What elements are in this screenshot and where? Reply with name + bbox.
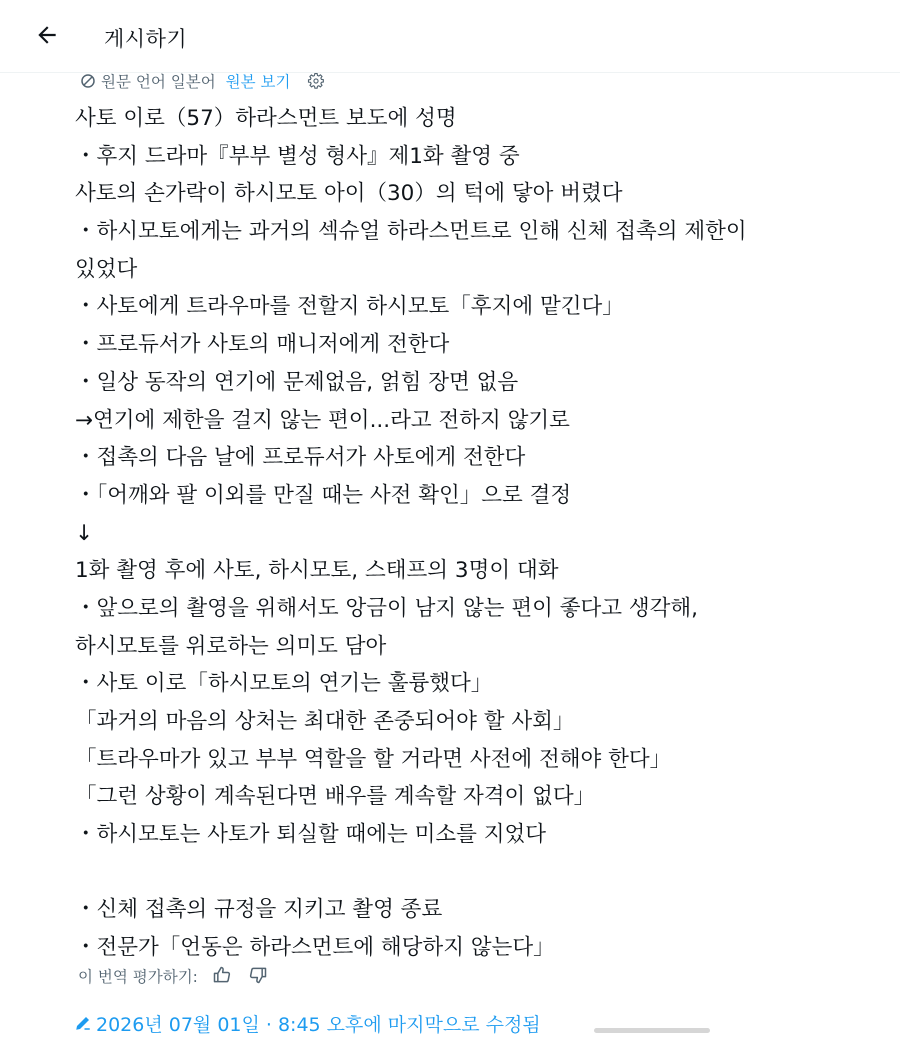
thumbs-down-icon[interactable] <box>248 965 270 987</box>
post-line: 1화 촬영 후에 사토, 하시모토, 스태프의 3명이 대화 <box>75 558 559 584</box>
translation-source-label: 원문 언어 일본어 <box>101 73 216 91</box>
post-line: →연기에 제한을 걸지 않는 편이...라고 전하지 않기로 <box>75 407 570 433</box>
arrow-left-icon <box>34 22 60 52</box>
post-line: ・일상 동작의 연기에 문제없음, 얽힘 장면 없음 <box>75 369 519 395</box>
post-line: ・하시모토는 사토가 퇴실할 때에는 미소를 지었다 <box>75 822 547 848</box>
post-line: 「트라우마가 있고 부부 역할을 할 거라면 사전에 전해야 한다」 <box>75 746 672 772</box>
post-line: ・「어깨와 팔 이외를 만질 때는 사전 확인」으로 결정 <box>75 482 572 508</box>
translate-icon <box>80 73 96 89</box>
gear-icon[interactable] <box>307 72 325 90</box>
post-line: ・앞으로의 촬영을 위해서도 앙금이 남지 않는 편이 좋다고 생각해, <box>75 595 699 621</box>
post-line: 사토의 손가락이 하시모토 아이（30）의 턱에 닿아 버렸다 <box>75 181 623 207</box>
view-original-link[interactable]: 원본 보기 <box>225 73 291 91</box>
post-line: ・프로듀서가 사토의 매니저에게 전한다 <box>75 332 450 358</box>
thumbs-up-icon[interactable] <box>212 965 234 987</box>
post-line: ・신체 접촉의 규정을 지키고 촬영 종료 <box>75 897 443 923</box>
rate-translation-bar <box>78 961 284 991</box>
post-line: 「과거의 마음의 상처는 최대한 존중되어야 할 사회」 <box>75 709 575 734</box>
post-line: ・접촉의 다음 날에 프로듀서가 사토에게 전한다 <box>75 445 526 471</box>
top-app-bar <box>0 0 900 73</box>
edited-link[interactable] <box>74 1008 541 1038</box>
post-line: 「그런 상황이 계속된다면 배우를 계속할 자격이 없다」 <box>75 784 596 810</box>
edited-timestamp: 2026년 07월 01일 · 8:45 오후에 마지막으로 수정됨 <box>96 1013 541 1036</box>
pencil-icon <box>74 1014 92 1032</box>
rate-translation-label: 이 번역 평가하기: <box>78 968 198 986</box>
post-line-blank <box>75 854 865 892</box>
post-line: 하시모토를 위로하는 의미도 담아 <box>75 633 387 659</box>
page-title: 게시하기 <box>104 27 188 51</box>
post-line: 사토 이로（57）하라스먼트 보도에 성명 <box>75 106 457 131</box>
post-line: ↓ <box>75 520 94 546</box>
post-line: ・사토 이로「하시모토의 연기는 훌륭했다」 <box>75 671 493 697</box>
scroll-handle[interactable] <box>594 1028 710 1033</box>
post-body <box>75 100 865 967</box>
translation-bar <box>80 68 325 94</box>
post-line: ・하시모토에게는 과거의 섹슈얼 하라스먼트로 인해 신체 접촉의 제한이 <box>75 219 747 245</box>
post-line: ・사토에게 트라우마를 전할지 하시모토「후지에 맡긴다」 <box>75 294 624 320</box>
post-line: ・전문가「언동은 하라스먼트에 해당하지 않는다」 <box>75 935 555 961</box>
back-button[interactable] <box>30 20 64 54</box>
post-line: ・후지 드라마『부부 별성 형사』제1화 촬영 중 <box>75 143 520 169</box>
post-line: 있었다 <box>75 256 138 282</box>
